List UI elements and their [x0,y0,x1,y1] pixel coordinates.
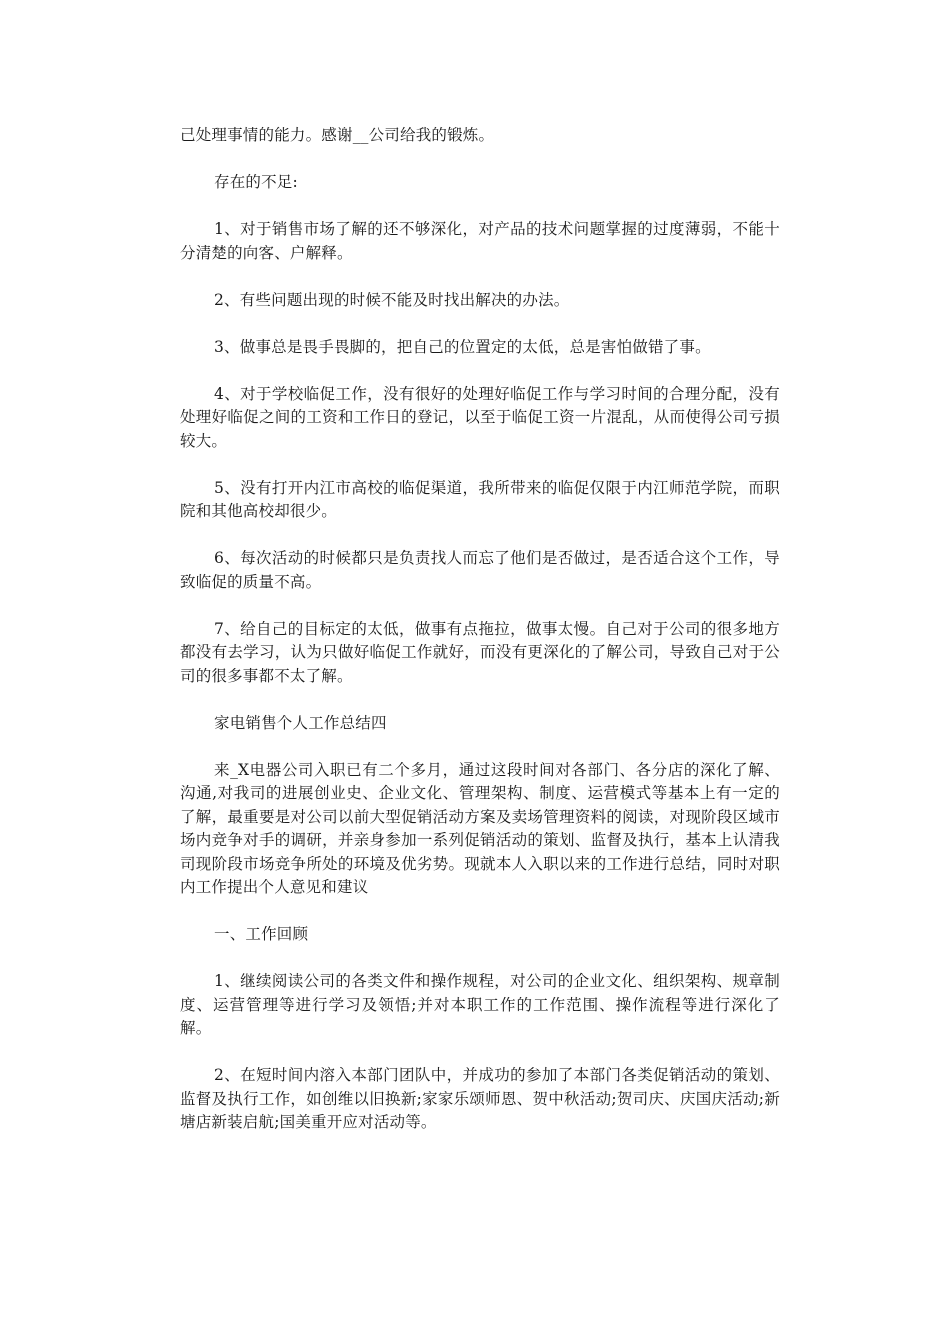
paragraph-shortcoming-6: 6、每次活动的时候都只是负责找人而忘了他们是否做过，是否适合这个工作，导致临促的质量不高。 [180,549,780,591]
paragraph-shortcoming-1: 1、对于销售市场了解的还不够深化，对产品的技术问题掌握的过度薄弱，不能十分清楚的向客、户解释。 [180,220,780,262]
section-title: 家电销售个人工作总结四 [214,713,387,732]
paragraph-shortcoming-5: 5、没有打开内江市高校的临促渠道，我所带来的临促仅限于内江师范学院，而职院和其他高校却很少。 [180,478,780,520]
paragraph-intro: 来_X电器公司入职已有二个多月，通过这段时间对各部门、各分店的深化了解、沟通,对我司的进展创业史、企业文化、管理架构、制度、运营模式等基本上有一定的了解，最重要是对公司以前大型促销活动方案及卖场管理资料的阅读，对现阶段区域市场内竞争对手的调研，并亲身参加一系列促销活动的策划、监督及执行，基本上认清我司现阶段市场竞争所处的环境及优劣势。现就本人入职以来的工作进行总结，同时对职内工作提出个人意见和建议 [180,760,780,896]
paragraph-review-1: 1、继续阅读公司的各类文件和操作规程，对公司的企业文化、组织架构、规章制度、运营管理等进行学习及领悟;并对本职工作的工作范围、操作流程等进行深化了解。 [180,972,780,1037]
paragraph-shortcoming-7: 7、给自己的目标定的太低，做事有点拖拉，做事太慢。自己对于公司的很多地方都没有去学习，认为只做好临促工作就好，而没有更深化的了解公司，导致自己对于公司的很多事都不太了解。 [180,619,780,685]
document-body [180,124,780,1158]
paragraph-shortcomings-heading: 存在的不足: [214,173,298,191]
paragraph-review-2: 2、在短时间内溶入本部门团队中，并成功的参加了本部门各类促销活动的策划、监督及执行工作，如创维以旧换新;家家乐颂师恩、贺中秋活动;贺司庆、庆国庆活动;新塘店新装启航;国美重开应对活动等。 [180,1066,780,1131]
paragraph-shortcoming-3: 3、做事总是畏手畏脚的，把自己的位置定的太低，总是害怕做错了事。 [214,337,711,356]
paragraph-continuation: 己处理事情的能力。感谢__公司给我的锻炼。 [180,126,495,144]
paragraph-shortcoming-2: 2、有些问题出现的时候不能及时找出解决的办法。 [214,290,570,309]
paragraph-review-heading: 一、工作回顾 [214,925,309,943]
paragraph-shortcoming-4: 4、对于学校临促工作，没有很好的处理好临促工作与学习时间的合理分配，没有处理好临促之间的工资和工作日的登记，以至于临促工资一片混乱，从而使得公司亏损较大。 [180,384,780,450]
